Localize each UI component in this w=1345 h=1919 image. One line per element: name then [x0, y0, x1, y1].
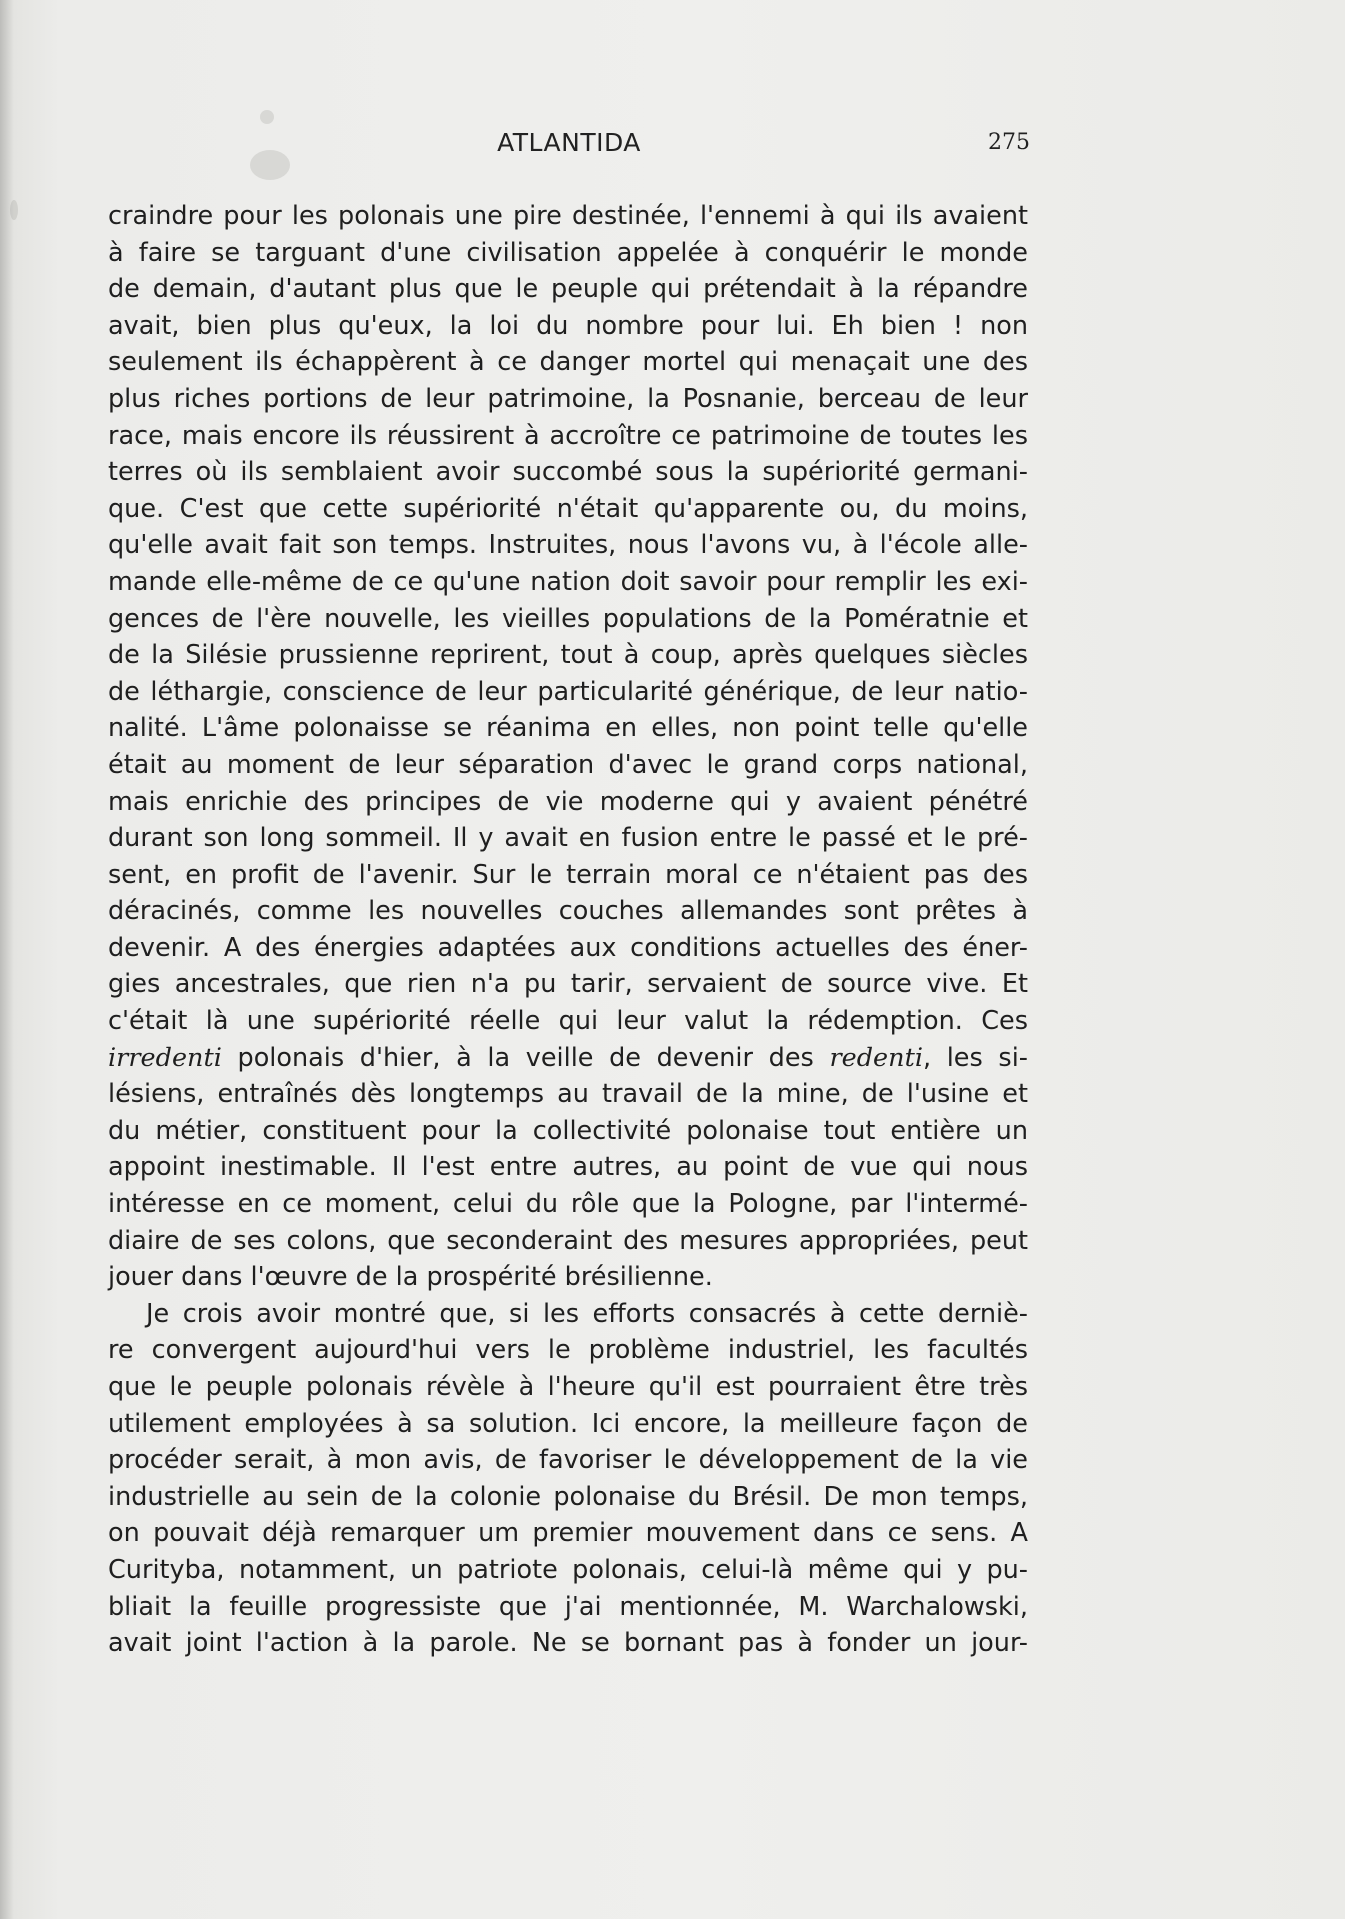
text-line: nalité. L'âme polonaisse se réanima en elles, non point telle qu'elle [108, 713, 1028, 744]
scan-speck [10, 200, 18, 220]
text-line: mande elle-même de ce qu'une nation doit savoir pour remplir les exi- [108, 566, 1028, 597]
text-line: bliait la feuille progressiste que j'ai mentionnée, M. Warchalowski, [108, 1591, 1028, 1622]
scan-speck [260, 110, 274, 124]
text-line: c'était là une supériorité réelle qui leur valut la rédemption. Ces [108, 1006, 1028, 1037]
text-line: jouer dans l'œuvre de la prospérité brésilienne. [108, 1262, 713, 1293]
italic-word: irredenti [108, 1042, 222, 1073]
text-line: était au moment de leur séparation d'avec le grand corps national, [108, 749, 1028, 780]
text-line: re convergent aujourd'hui vers le problème industriel, les facultés [108, 1335, 1028, 1366]
text-line: devenir. A des énergies adaptées aux conditions actuelles des éner- [108, 932, 1028, 963]
text-line: gies ancestrales, que rien n'a pu tarir, servaient de source vive. Et [108, 969, 1028, 1000]
text-line: de léthargie, conscience de leur particularité générique, de leur natio- [108, 676, 1028, 707]
text-line: avait, bien plus qu'eux, la loi du nombre pour lui. Eh bien ! non [108, 310, 1028, 341]
text-line: terres où ils semblaient avoir succombé sous la supériorité germani- [108, 457, 1028, 488]
page-number: 275 [988, 130, 1030, 155]
paragraph-1-continued [108, 1076, 1028, 1296]
text-line: industrielle au sein de la colonie polonaise du Brésil. De mon temps, [108, 1481, 1028, 1512]
body-text [108, 198, 1028, 1662]
text-line: que. C'est que cette supériorité n'était qu'apparente ou, du moins, [108, 493, 1028, 524]
text-line: qu'elle avait fait son temps. Instruites, nous l'avons vu, à l'école alle- [108, 530, 1028, 561]
running-title: ATLANTIDA [497, 128, 641, 157]
text-line: race, mais encore ils réussirent à accroître ce patrimoine de toutes les [108, 420, 1028, 451]
text-run: , les si- [922, 1042, 1028, 1073]
text-line: à faire se targuant d'une civilisation appelée à conquérir le monde [108, 237, 1028, 268]
text-line: intéresse en ce moment, celui du rôle que la Pologne, par l'intermé- [108, 1189, 1028, 1220]
text-line: lésiens, entraînés dès longtemps au travail de la mine, de l'usine et [108, 1079, 1028, 1110]
text-line: gences de l'ère nouvelle, les vieilles populations de la Pomératnie et [108, 603, 1028, 634]
text-line: de la Silésie prussienne reprirent, tout à coup, après quelques siècles [108, 640, 1028, 671]
text-run: polonais d'hier, à la veille de devenir des [221, 1042, 830, 1073]
paragraph-2 [108, 1296, 1028, 1662]
italic-word: redenti [829, 1042, 923, 1073]
text-line: mais enrichie des principes de vie moderne qui y avaient pénétré [108, 786, 1028, 817]
text-line: craindre pour les polonais une pire destinée, l'ennemi à qui ils avaient [108, 201, 1028, 231]
text-line: du métier, constituent pour la collectivité polonaise tout entière un [108, 1115, 1028, 1146]
text-line: avait joint l'action à la parole. Ne se bornant pas à fonder un jour- [108, 1628, 1028, 1659]
text-line: utilement employées à sa solution. Ici encore, la meilleure façon de [108, 1408, 1028, 1439]
text-line: de demain, d'autant plus que le peuple qui prétendait à la répandre [108, 274, 1028, 305]
text-line: diaire de ses colons, que seconderaint des mesures appropriées, peut [108, 1225, 1028, 1256]
text-line: seulement ils échappèrent à ce danger mortel qui menaçait une des [108, 347, 1028, 378]
text-line-italic [108, 1040, 1028, 1077]
text-line: Je crois avoir montré que, si les efforts consacrés à cette derniè- [146, 1298, 1028, 1329]
text-line: sent, en profit de l'avenir. Sur le terrain moral ce n'étaient pas des [108, 859, 1028, 890]
paragraph-1 [108, 198, 1028, 1040]
running-head [108, 128, 1030, 168]
text-line: plus riches portions de leur patrimoine, la Posnanie, berceau de leur [108, 383, 1028, 414]
text-line: appoint inestimable. Il l'est entre autres, au point de vue qui nous [108, 1152, 1028, 1183]
text-line: déracinés, comme les nouvelles couches allemandes sont prêtes à [108, 896, 1028, 927]
text-line: durant son long sommeil. Il y avait en fusion entre le passé et le pré- [108, 823, 1028, 854]
text-line: procéder serait, à mon avis, de favoriser le développement de la vie [108, 1445, 1028, 1476]
text-line: que le peuple polonais révèle à l'heure qu'il est pourraient être très [108, 1372, 1028, 1402]
text-line: on pouvait déjà remarquer um premier mouvement dans ce sens. A [108, 1518, 1028, 1549]
text-line: Curityba, notamment, un patriote polonais, celui-là même qui y pu- [108, 1554, 1028, 1585]
